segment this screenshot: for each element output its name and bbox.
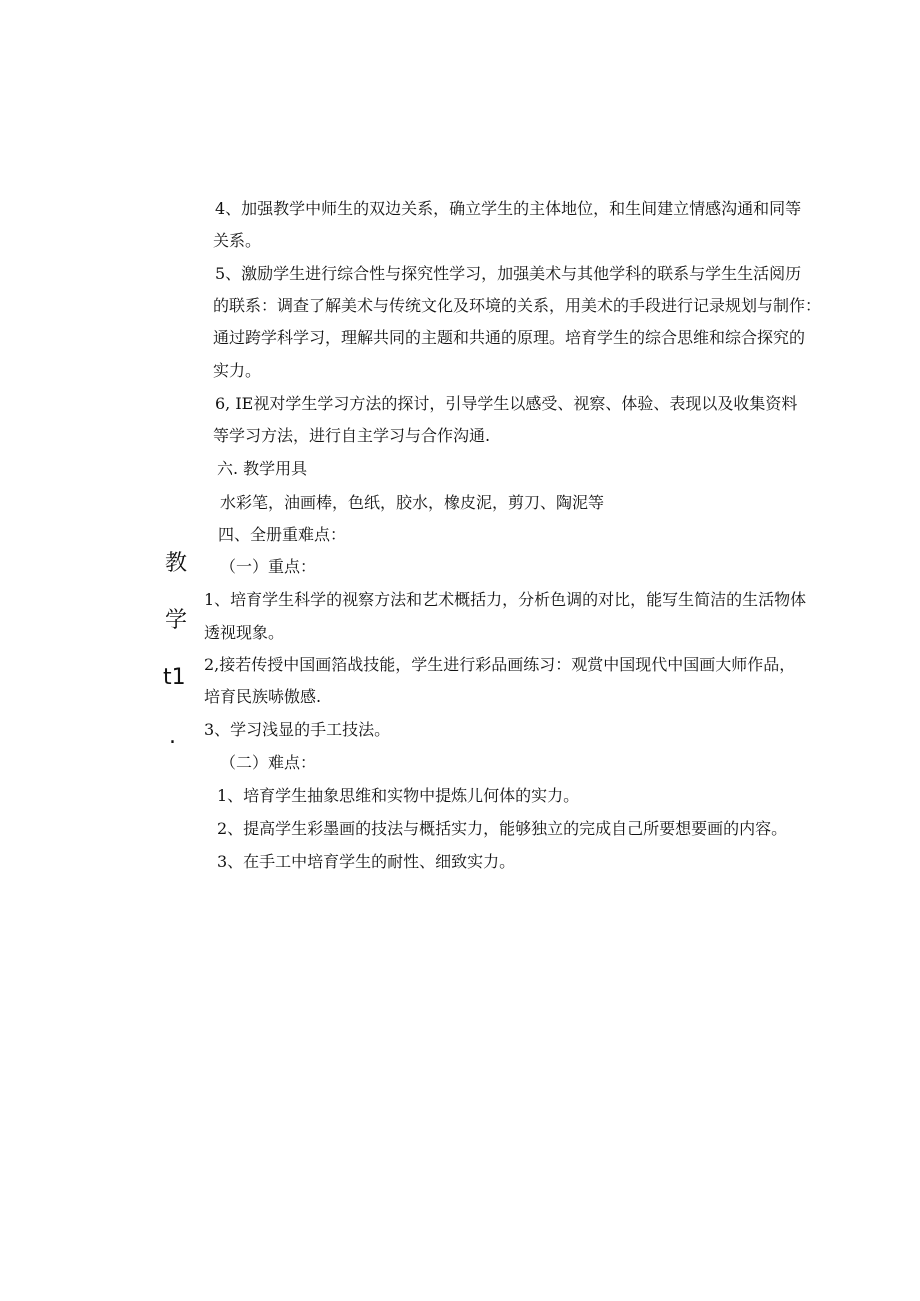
text-line-1: 4、加强教学中师生的双边关系，确立学生的主体地位，和生间建立情感沟通和同等 — [215, 199, 802, 218]
text-line-10: 水彩笔，油画棒，色纸，胶水，橡皮泥，剪刀、陶泥等 — [220, 493, 605, 512]
text-line-11: 四、全册重难点： — [218, 525, 347, 544]
text-line-6: 实力。 — [213, 361, 262, 380]
text-line-5: 通过跨学科学习，理解共同的主题和共通的原理。培育学生的综合思维和综合探究的 — [213, 328, 806, 347]
text-line-7: 6, IE视对学生学习方法的探讨，引导学生以感受、视察、体验、表现以及收集资料 — [215, 394, 798, 413]
text-line-18: （二）难点： — [220, 753, 317, 772]
text-line-8: 等学习方法，进行自主学习与合作沟通. — [213, 426, 491, 445]
text-line-21: 3、在手工中培育学生的耐性、细致实力。 — [217, 852, 516, 871]
side-label-2: 学 — [165, 608, 188, 633]
side-label-1: 教 — [165, 551, 188, 576]
text-line-3: 5、激励学生进行综合性与探究性学习，加强美术与其他学科的联系与学生生活阅历 — [215, 264, 802, 283]
text-line-20: 2、提高学生彩墨画的技法与概括实力，能够独立的完成自己所要想要画的内容。 — [217, 819, 788, 838]
text-line-12: （一）重点： — [220, 557, 317, 576]
text-line-19: 1、培育学生抽象思维和实物中提炼儿何体的实力。 — [217, 786, 580, 805]
text-line-4: 的联系：调查了解美术与传统文化及环境的关系，用美术的手段进行记录规划与制作： — [213, 296, 822, 315]
text-line-17: 3、学习浅显的手工技法。 — [204, 720, 391, 739]
side-label-4: . — [169, 724, 176, 749]
side-label-3: t1 — [163, 665, 186, 690]
text-line-9: 六. 教学用具 — [217, 459, 308, 478]
text-line-15: 2,接若传授中国画箔战技能，学生进行彩品画练习：观赏中国现代中国画大师作品， — [204, 655, 796, 674]
text-line-14: 透视现象。 — [204, 623, 285, 642]
text-line-2: 关系。 — [213, 231, 262, 250]
text-line-13: 1、培育学生科学的视察方法和艺术概括力，分析色调的对比，能写生简洁的生活物体 — [204, 590, 807, 609]
text-line-16: 培育民族哧傲感. — [204, 687, 322, 706]
